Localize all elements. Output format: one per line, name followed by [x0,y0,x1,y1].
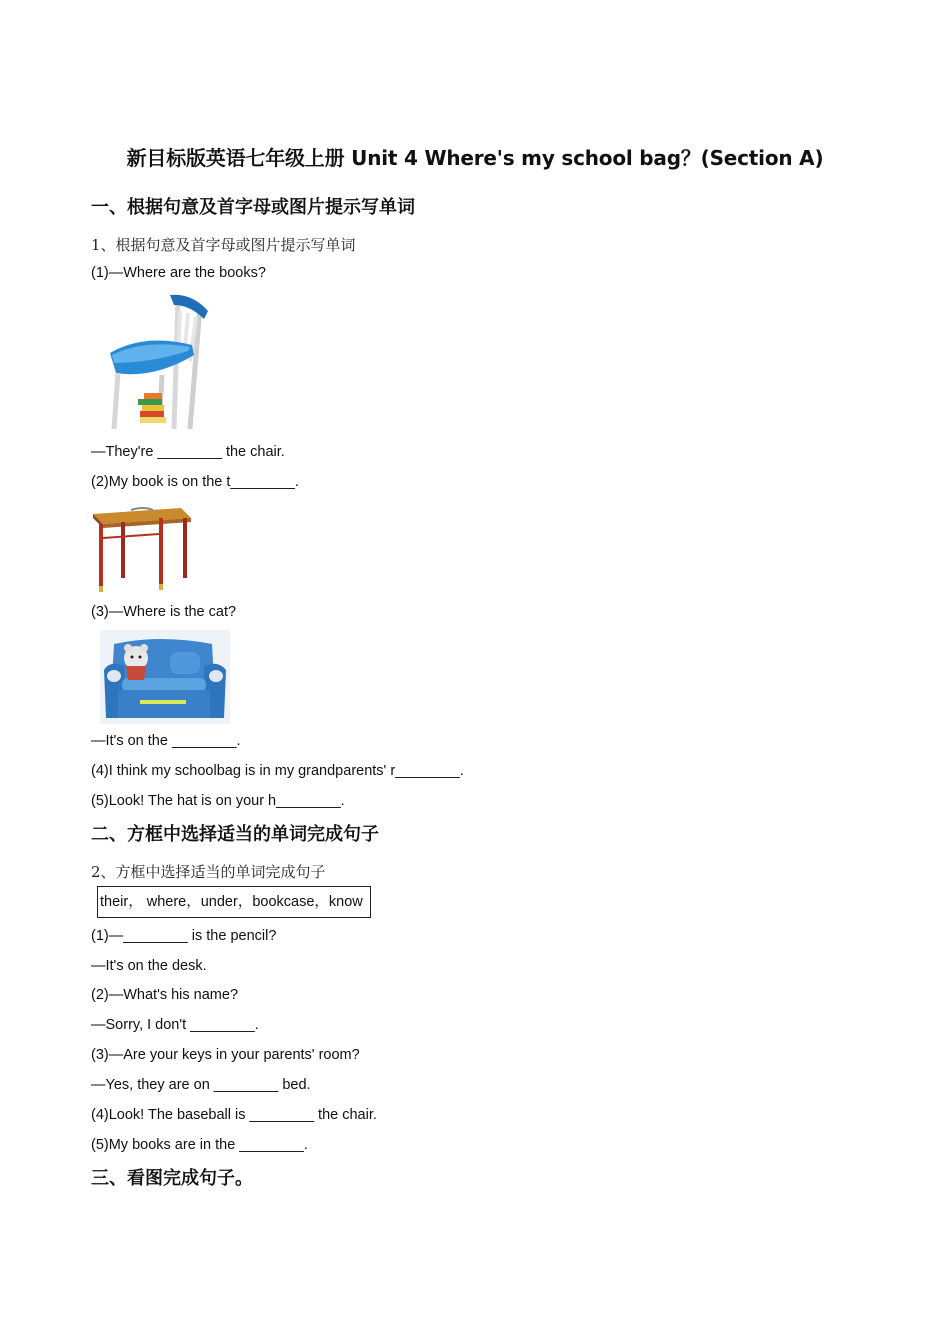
q1-line-7: (5)Look! The hat is on your h________. [91,793,345,809]
section-2-heading: 二、方框中选择适当的单词完成句子 [91,824,379,845]
q1-line-3: (2)My book is on the t________. [91,474,299,490]
q2-line-4: —Sorry, I don't ________. [91,1017,259,1033]
page-title: 新目标版英语七年级上册 Unit 4 Where's my school bag？(Section A) [126,146,824,170]
chair-with-books-image [104,293,212,433]
table-image [91,504,193,594]
q1-line-1: (1)—Where are the books? [91,265,266,281]
sofa-with-toy-cat-image [100,630,230,724]
q2-line-7: (4)Look! The baseball is ________ the chair. [91,1107,377,1123]
section-3-heading: 三、看图完成句子。 [91,1168,253,1189]
q2-line-6: —Yes, they are on ________ bed. [91,1077,311,1093]
q2-line-8: (5)My books are in the ________. [91,1137,308,1153]
word-box: their， where，under，bookcase，know [97,886,371,918]
section-1-heading: 一、根据句意及首字母或图片提示写单词 [91,197,415,218]
q2-line-2: —It's on the desk. [91,958,207,974]
q1-line-4: (3)—Where is the cat? [91,604,237,620]
q2-line-5: (3)—Are your keys in your parents' room? [91,1047,360,1063]
question-1-label: 1、根据句意及首字母或图片提示写单词 [91,236,356,254]
q2-line-3: (2)—What's his name? [91,987,239,1003]
q1-line-2: —They're ________ the chair. [91,444,285,460]
question-2-label: 2、方框中选择适当的单词完成句子 [91,863,326,881]
q1-line-6: (4)I think my schoolbag is in my grandparents' r________. [91,763,464,779]
q1-line-5: —It's on the ________. [91,733,241,749]
q2-line-1: (1)—________ is the pencil? [91,928,277,944]
